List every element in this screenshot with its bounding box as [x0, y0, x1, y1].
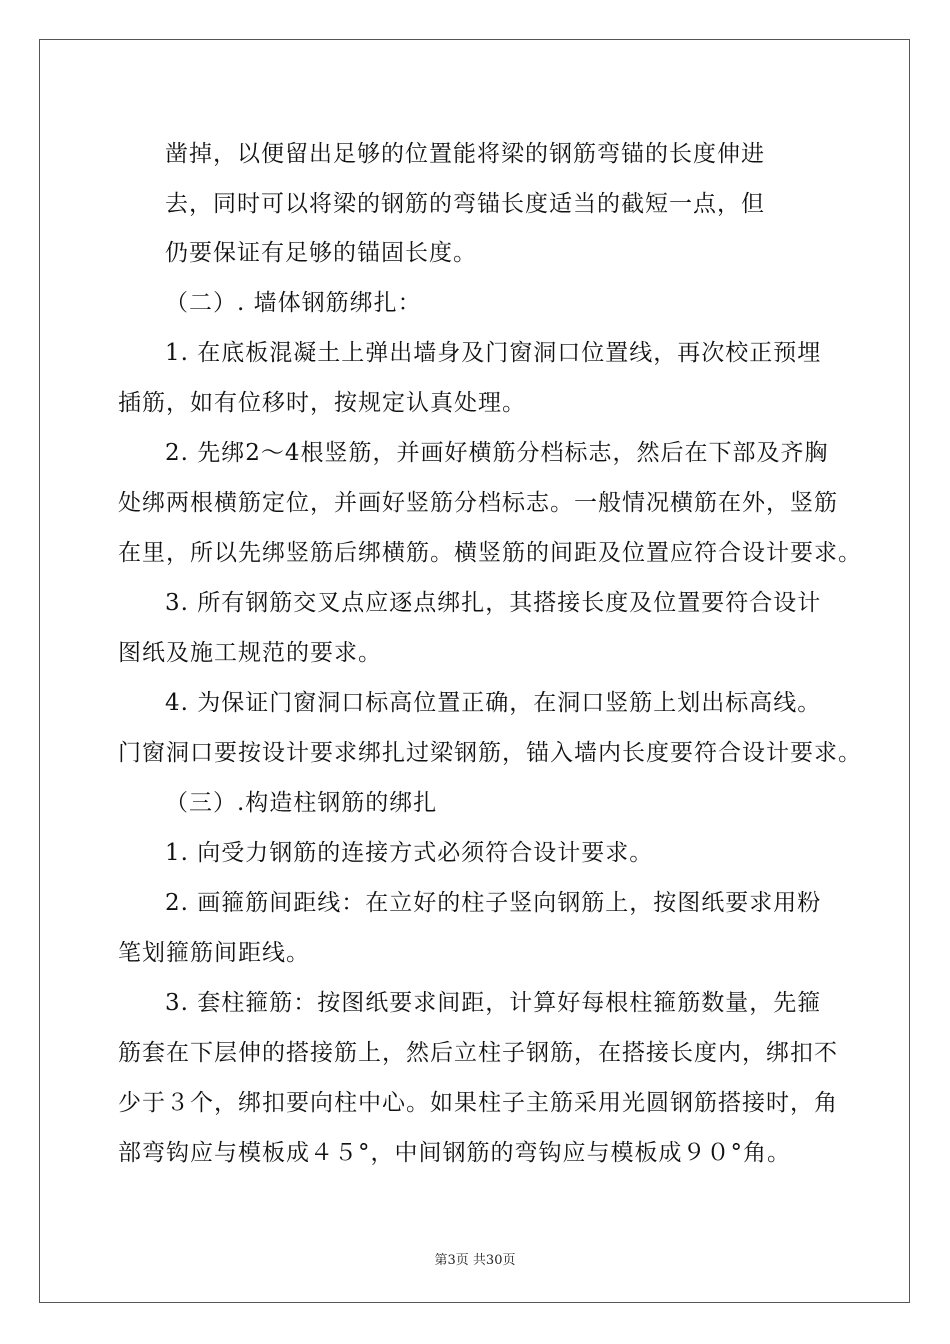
text-line: 3. 所有钢筋交叉点应逐点绑扎，其搭接长度及位置要符合设计	[165, 590, 822, 616]
text-line: 门窗洞口要按设计要求绑扎过梁钢筋，锚入墙内长度要符合设计要求。	[118, 740, 862, 766]
text-line: 去，同时可以将梁的钢筋的弯锚长度适当的截短一点，但	[165, 191, 765, 217]
text-line: 仍要保证有足够的锚固长度。	[165, 240, 477, 266]
text-line: 笔划箍筋间距线。	[118, 940, 310, 966]
text-line: 图纸及施工规范的要求。	[118, 640, 382, 666]
text-line: 插筋，如有位移时，按规定认真处理。	[118, 390, 526, 416]
text-line: 部弯钩应与模板成４５°，中间钢筋的弯钩应与模板成９０°角。	[118, 1140, 791, 1166]
text-line: 在里，所以先绑竖筋后绑横筋。横竖筋的间距及位置应符合设计要求。	[118, 540, 862, 566]
text-line: 处绑两根横筋定位，并画好竖筋分档标志。一般情况横筋在外，竖筋	[118, 490, 838, 516]
text-line: 3. 套柱箍筋：按图纸要求间距，计算好每根柱箍筋数量，先箍	[165, 990, 822, 1016]
section-heading: （二）. 墙体钢筋绑扎：	[165, 290, 422, 316]
text-line: 2. 画箍筋间距线：在立好的柱子竖向钢筋上，按图纸要求用粉	[165, 890, 822, 916]
text-line: 1. 在底板混凝土上弹出墙身及门窗洞口位置线，再次校正预埋	[165, 340, 822, 366]
text-line: 筋套在下层伸的搭接筋上，然后立柱子钢筋，在搭接长度内，绑扣不	[118, 1040, 838, 1066]
text-line: 2. 先绑2～4根竖筋，并画好横筋分档标志，然后在下部及齐胸	[165, 440, 829, 466]
text-line: 凿掉，以便留出足够的位置能将梁的钢筋弯锚的长度伸进	[165, 141, 765, 167]
text-line: 4. 为保证门窗洞口标高位置正确，在洞口竖筋上划出标高线。	[165, 690, 822, 716]
text-line: 1. 向受力钢筋的连接方式必须符合设计要求。	[165, 840, 654, 866]
page-number: 第3页 共30页	[434, 1253, 516, 1268]
section-heading: （三）.构造柱钢筋的绑扎	[165, 790, 438, 816]
text-line: 少于３个，绑扣要向柱中心。如果柱子主筋采用光圆钢筋搭接时，角	[118, 1090, 838, 1116]
